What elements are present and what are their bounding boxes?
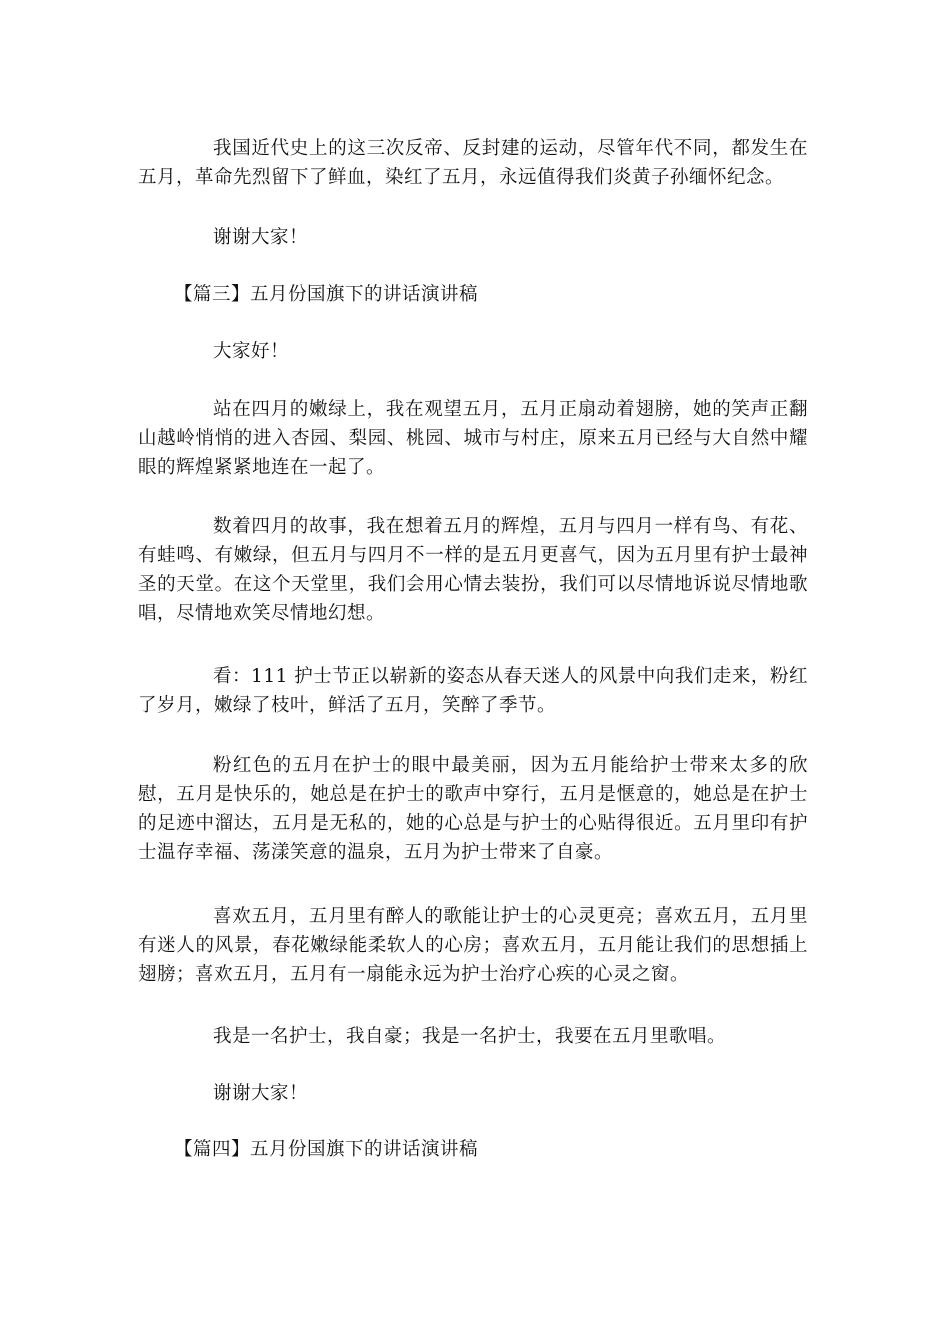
paragraph-7: 看：111 护士节正以崭新的姿态从春天迷人的风景中向我们走来，粉红了岁月，嫩绿了枝叶，鲜活了五月，笑醉了季节。 — [138, 666, 808, 716]
paragraph-8: 粉红色的五月在护士的眼中最美丽，因为五月能给护士带来太多的欣慰，五月是快乐的，她总是在护士的歌声中穿行，五月是惬意的，她总是在护士的足迹中溜达，五月是无私的，她的心总是与护士的心贴得很近。五月里印有护士温存幸福、荡漾笑意的温泉，五月为护士带来了自豪。 — [138, 755, 808, 863]
section-heading-3: 【篇三】五月份国旗下的讲话演讲稿 — [174, 284, 479, 305]
paragraph-4: 大家好！ — [213, 341, 290, 362]
section-heading-4: 【篇四】五月份国旗下的讲话演讲稿 — [174, 1139, 479, 1160]
paragraph-5: 站在四月的嫩绿上，我在观望五月，五月正扇动着翅膀，她的笑声正翻山越岭悄悄的进入杏园、梨园、桃园、城市与村庄，原来五月已经与大自然中耀眼的辉煌紧紧地连在一起了。 — [138, 399, 808, 478]
paragraph-1: 我国近代史上的这三次反帝、反封建的运动，尽管年代不同，都发生在五月，革命先烈留下了鲜血，染红了五月，永远值得我们炎黄子孙缅怀纪念。 — [138, 138, 808, 188]
paragraph-9: 喜欢五月，五月里有醉人的歌能让护士的心灵更亮；喜欢五月，五月里有迷人的风景，春花嫩绿能柔软人的心房；喜欢五月，五月能让我们的思想插上翅膀；喜欢五月，五月有一扇能永远为护士治疗心疾的心灵之窗。 — [138, 906, 808, 985]
paragraph-10: 我是一名护士，我自豪；我是一名护士，我要在五月里歌唱。 — [213, 1026, 727, 1047]
paragraph-6: 数着四月的故事，我在想着五月的辉煌，五月与四月一样有鸟、有花、有蛙鸣、有嫩绿，但五月与四月不一样的是五月更喜气，因为五月里有护士最神圣的天堂。在这个天堂里，我们会用心情去装扮，我们可以尽情地诉说尽情地歌唱，尽情地欢笑尽情地幻想。 — [138, 516, 808, 624]
paragraph-2: 谢谢大家！ — [213, 227, 309, 248]
paragraph-11: 谢谢大家！ — [213, 1083, 309, 1104]
